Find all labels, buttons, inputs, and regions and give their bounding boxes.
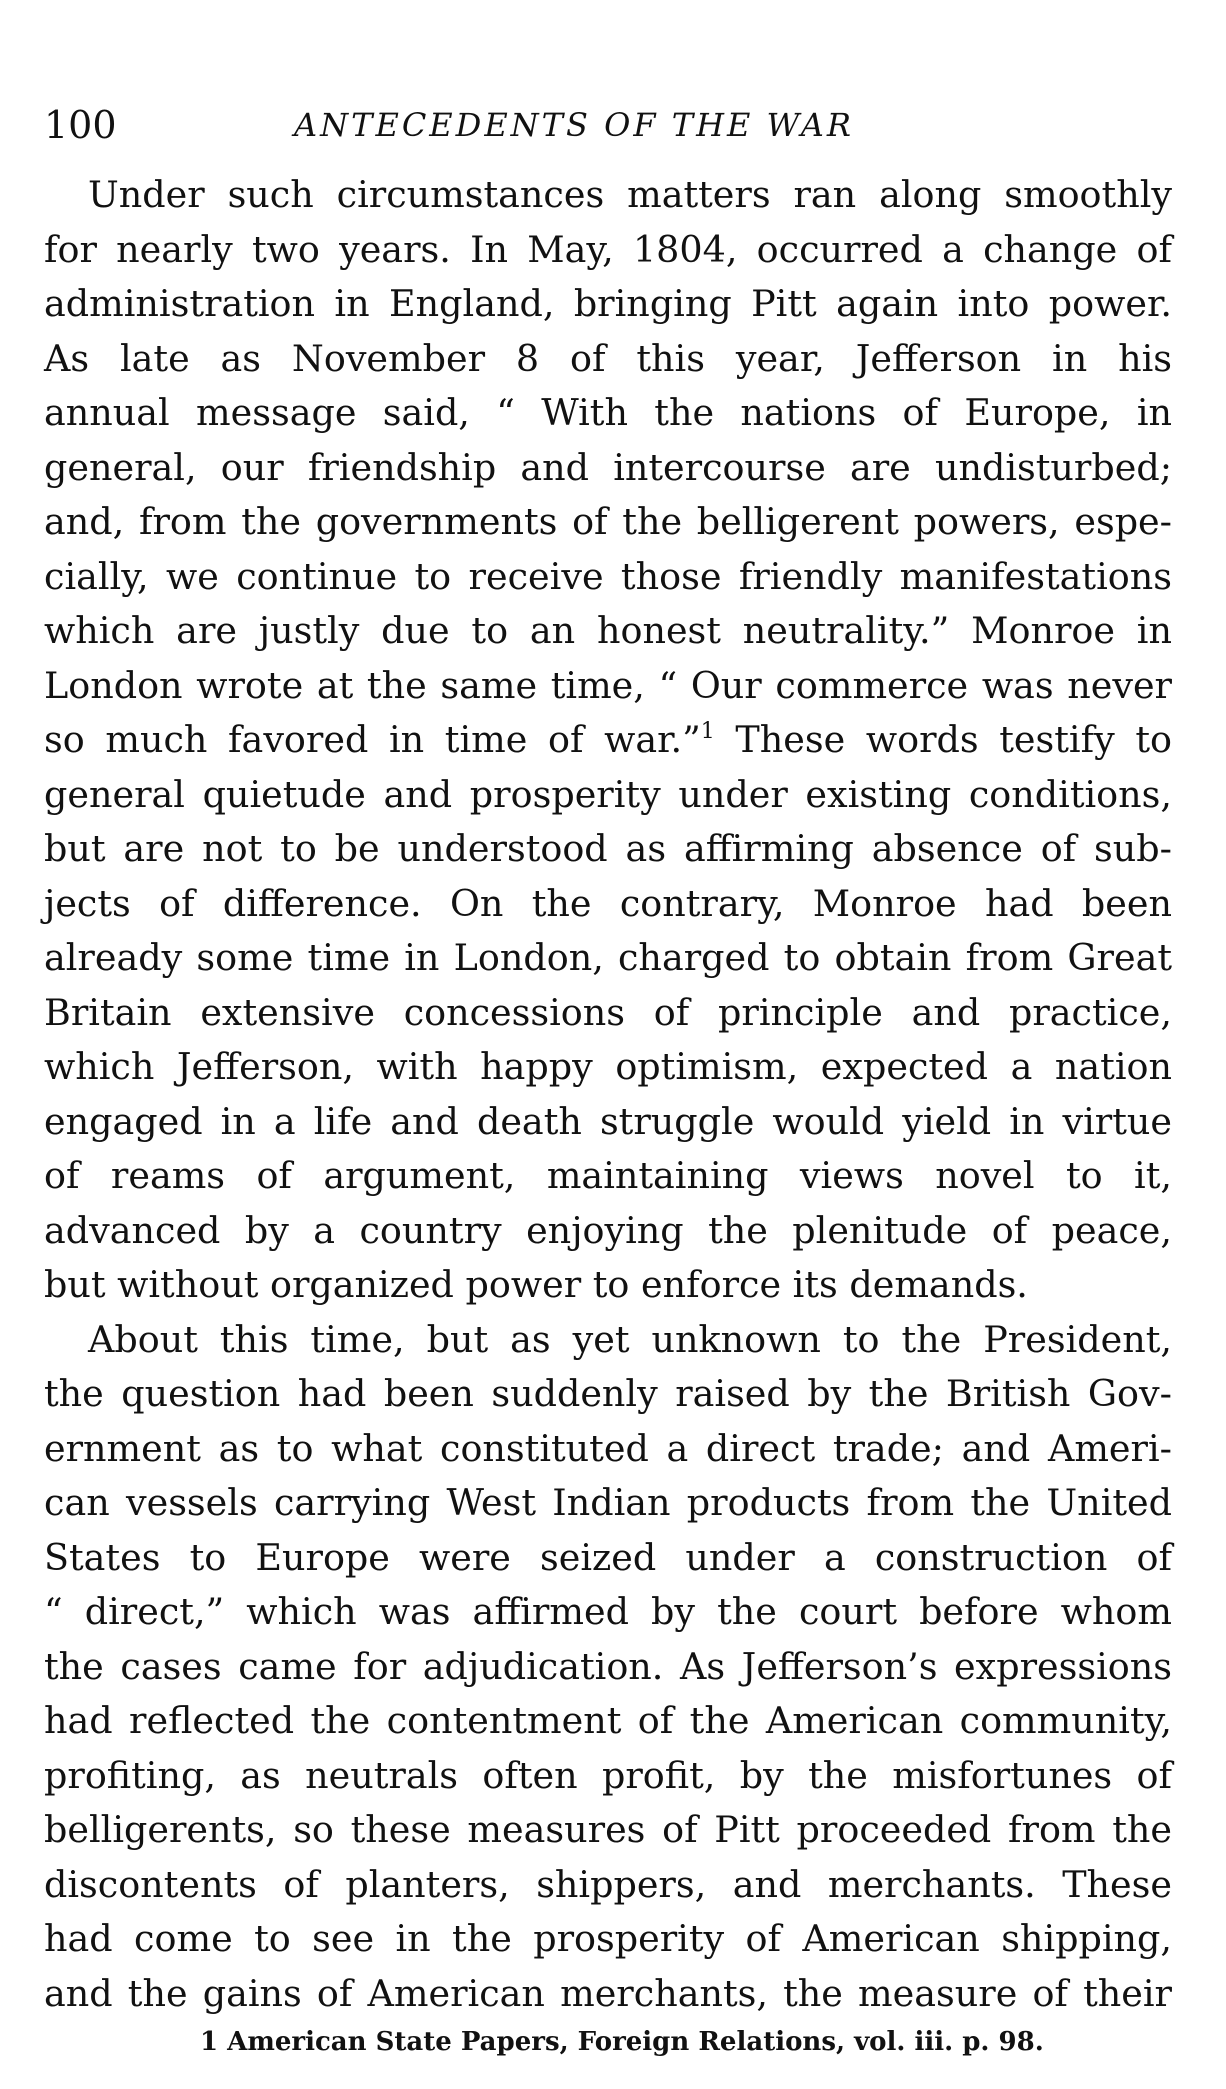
text-line: administration in England, bringing Pitt again into power. [44, 282, 1172, 325]
text-line: “ direct,” which was affirmed by the court before whom [44, 1590, 1172, 1633]
footnote-number: 1 [200, 2027, 219, 2057]
body-text [44, 168, 1172, 2021]
text-line: belligerents, so these measures of Pitt proceeded from the [44, 1808, 1172, 1851]
text-line: the cases came for adjudication. As Jefferson’s expressions [44, 1644, 1172, 1688]
text-line: profiting, as neutrals often profit, by the misfortunes of [44, 1753, 1172, 1797]
page-number: 100 [44, 103, 117, 147]
text-segment: These words testify to [714, 718, 1172, 761]
text-line: cially, we continue to receive those friendly manifestations [44, 554, 1172, 598]
text-line: had come to see in the prosperity of American shipping, [44, 1917, 1172, 1960]
text-line: engaged in a life and death struggle would yield in virtue [44, 1099, 1172, 1143]
footnote [200, 2024, 1044, 2060]
page-header [44, 100, 1144, 150]
text-segment: so much favored in time of war.” [44, 718, 701, 761]
text-line: discontents of planters, shippers, and merchants. These [44, 1862, 1172, 1906]
text-line-with-footnote-ref [44, 713, 1172, 768]
text-line: but are not to be understood as affirming absence of sub- [44, 827, 1172, 870]
text-line: for nearly two years. In May, 1804, occurred a change of [44, 227, 1172, 271]
text-line: which are justly due to an honest neutrality.” Monroe in [44, 609, 1172, 652]
footnote-text: American State Papers, Foreign Relations, vol. iii. p. 98. [227, 2027, 1044, 2057]
text-line: can vessels carrying West Indian products from the United [44, 1481, 1172, 1524]
text-line: and, from the governments of the belligerent powers, espe- [44, 500, 1172, 543]
text-line: already some time in London, charged to obtain from Great [44, 936, 1172, 979]
text-line: the question had been suddenly raised by the British Gov- [44, 1372, 1172, 1415]
text-line: advanced by a country enjoying the plenitude of peace, [44, 1208, 1172, 1252]
text-line: general quietude and prosperity under existing conditions, [44, 772, 1172, 816]
footnote-reference: 1 [700, 719, 715, 744]
text-line: About this time, but as yet unknown to the President, [88, 1317, 1172, 1361]
paragraph-2 [44, 1313, 1172, 2022]
text-line: general, our friendship and intercourse are undisturbed; [44, 445, 1172, 489]
text-line: As late as November 8 of this year, Jefferson in his [44, 336, 1172, 380]
text-line: and the gains of American merchants, the measure of their [44, 1971, 1172, 2015]
text-line: which Jefferson, with happy optimism, expected a nation [44, 1045, 1172, 1088]
paragraph-1 [44, 168, 1172, 1313]
text-line: London wrote at the same time, “ Our commerce was never [44, 663, 1172, 707]
text-line: Britain extensive concessions of principle and practice, [44, 990, 1172, 1034]
text-line: ernment as to what constituted a direct trade; and Ameri- [44, 1426, 1172, 1470]
text-line: but without organized power to enforce its demands. [44, 1263, 1028, 1306]
text-line: annual message said, “ With the nations of Europe, in [44, 391, 1172, 434]
text-line: States to Europe were seized under a construction of [44, 1535, 1172, 1579]
text-line: jects of difference. On the contrary, Monroe had been [44, 881, 1172, 925]
text-line: had reflected the contentment of the American community, [44, 1699, 1172, 1742]
text-line: Under such circumstances matters ran along smoothly [88, 173, 1172, 216]
running-head: ANTECEDENTS OF THE WAR [294, 106, 854, 144]
text-line: of reams of argument, maintaining views novel to it, [44, 1154, 1172, 1197]
